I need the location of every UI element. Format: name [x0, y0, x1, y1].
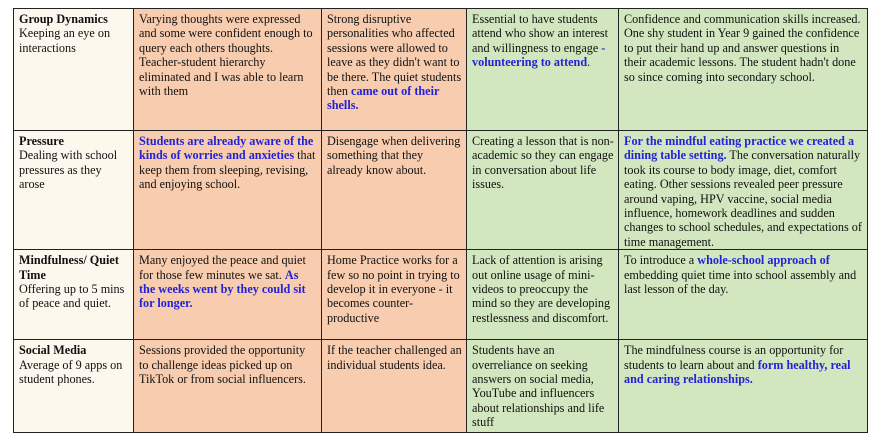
- category-subtitle: Keeping an eye on interactions: [19, 26, 111, 55]
- cell-text: embedding quiet time into school assembly and last lesson of the day.: [624, 267, 857, 297]
- cell-text: If the teacher challenged an individual students idea.: [327, 343, 462, 372]
- outcome-cell: [619, 9, 868, 131]
- cell-text: Varying thoughts were expressed and some were confident enough to query each others thoughts. Teacher-student hierarchy eliminated and I was able to learn with them: [139, 12, 313, 99]
- outcome-cell: [619, 340, 868, 433]
- category-title: Social Media: [19, 343, 87, 358]
- cell-text: Sessions provided the opportunity to challenge ideas picked up on TikTok or from social influencers.: [139, 343, 306, 387]
- cell-text: To introduce a: [624, 253, 698, 268]
- highlighted-text: For the mindful eating practice we created a dining table setting.: [624, 134, 855, 163]
- outcome-cell: [619, 131, 868, 250]
- cell-text: .: [587, 55, 591, 70]
- table-row: [14, 250, 868, 340]
- challenge-cell: [322, 250, 467, 340]
- table-row: [14, 9, 868, 131]
- learning-cell: [467, 131, 619, 250]
- challenge-cell: [322, 9, 467, 131]
- highlighted-text: came out of their shells.: [327, 84, 440, 113]
- observation-cell: [134, 131, 322, 250]
- observation-cell: [134, 250, 322, 340]
- category-title: Pressure: [19, 134, 64, 148]
- observation-cell: [134, 340, 322, 433]
- cell-text: Disengage when delivering something that they already know about.: [327, 134, 461, 177]
- category-subtitle: Offering up to 5 mins of peace and quiet.: [19, 282, 125, 311]
- learning-cell: [467, 250, 619, 340]
- highlighted-text: form healthy, real and caring relationships.: [624, 357, 851, 387]
- observation-cell: [134, 9, 322, 131]
- challenge-cell: [322, 131, 467, 250]
- category-cell: [14, 9, 134, 131]
- cell-text: Lack of attention is arising out online usage of mini-videos to preoccupy the mind so they are developing restlessness and discomfort.: [472, 253, 611, 325]
- category-cell: [14, 250, 134, 340]
- cell-text: Many enjoyed the peace and quiet for those few minutes we sat.: [139, 253, 306, 282]
- category-cell: [14, 131, 134, 250]
- findings-table: [13, 8, 868, 433]
- cell-text: that keep them from sleeping, revising, and enjoying school.: [139, 148, 316, 192]
- category-cell: [14, 340, 134, 433]
- highlighted-text: whole-school approach of: [697, 253, 830, 268]
- highlighted-text: As the weeks went by they could sit for longer.: [139, 267, 306, 311]
- cell-text: Creating a lesson that is non-academic so they can engage in conversation about life issues.: [472, 134, 614, 192]
- learning-cell: [467, 340, 619, 433]
- cell-text: Students have an overreliance on seeking answers on social media, YouTube and influencers about relationships and life stuff: [472, 343, 605, 430]
- cell-text: Strong disruptive personalities who affected sessions were allowed to leave as they didn't want to be there. The quiet students then: [327, 12, 462, 99]
- table-row: [14, 131, 868, 250]
- cell-text: Home Practice works for a few so no point in trying to develop it in everyone - it becomes counter-productive: [327, 253, 460, 325]
- category-subtitle: Average of 9 apps on student phones.: [19, 357, 123, 387]
- cell-text: Confidence and communication skills increased. One shy student in Year 9 gained the confidence to put their hand up and answer questions in their academic lessons. The student hadn't done so since coming into secondary school.: [624, 12, 861, 84]
- category-subtitle: Dealing with school pressures as they arose: [19, 148, 118, 192]
- outcome-cell: [619, 250, 868, 340]
- table-body: [14, 9, 868, 433]
- challenge-cell: [322, 340, 467, 433]
- learning-cell: [467, 9, 619, 131]
- highlighted-text: -volunteering to attend: [472, 40, 606, 70]
- category-title: Group Dynamics: [19, 12, 108, 26]
- cell-text: Essential to have students attend who show an interest and willingness to engage: [472, 12, 609, 55]
- category-title: Mindfulness/ Quiet Time: [19, 253, 119, 282]
- cell-text: The mindfulness course is an opportunity for students to learn about and: [624, 343, 844, 372]
- table-row: [14, 340, 868, 433]
- cell-text: The conversation naturally took its course to body image, diet, comfort eating. Other sessions revealed peer pressure around vaping, HPV vaccine, social media influence, homework deadlines and sudden changes to school schedules, and expectations of time management.: [624, 148, 862, 249]
- highlighted-text: Students are already aware of the kinds of worries and anxieties: [139, 134, 314, 163]
